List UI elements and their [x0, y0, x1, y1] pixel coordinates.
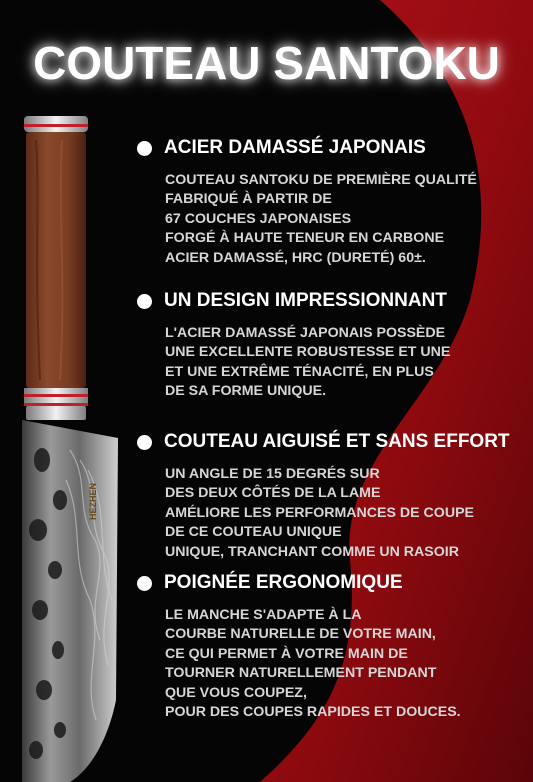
feature-line: CE QUI PERMET À VOTRE MAIN DE	[165, 645, 408, 662]
feature-line: COURBE NATURELLE DE VOTRE MAIN,	[165, 626, 436, 643]
feature-heading	[137, 572, 527, 594]
feature-line: FABRIQUÉ À PARTIR DE	[165, 191, 332, 208]
feature-body	[137, 606, 527, 722]
feature-line: FORGÉ À HAUTE TENEUR EN CARBONE	[165, 230, 445, 247]
feature-heading-text: UN DESIGN IMPRESSIONNANT	[164, 290, 447, 311]
feature-heading-text: ACIER DAMASSÉ JAPONAIS	[164, 137, 426, 158]
feature-section-sharp	[137, 431, 527, 562]
feature-line: DES DEUX CÔTÉS DE LA LAME	[165, 485, 381, 502]
feature-section-steel	[137, 137, 527, 268]
feature-section-design	[137, 290, 527, 402]
feature-line: AMÉLIORE LES PERFORMANCES DE COUPE	[165, 504, 475, 521]
bullet-icon	[137, 576, 152, 591]
feature-heading-text: POIGNÉE ERGONOMIQUE	[164, 572, 403, 593]
feature-line: ACIER DAMASSÉ, HRC (DURETÉ) 60±.	[165, 249, 426, 266]
feature-line: COUTEAU SANTOKU DE PREMIÈRE QUALITÉ	[165, 172, 477, 188]
feature-line: UNE EXCELLENTE ROBUSTESSE ET UNE	[165, 344, 451, 361]
bullet-icon	[137, 294, 152, 309]
feature-heading	[137, 137, 527, 159]
feature-line: ET UNE EXTRÊME TÉNACITÉ, EN PLUS	[165, 363, 434, 380]
feature-line: 67 COUCHES JAPONAISES	[165, 210, 352, 227]
feature-body	[137, 324, 527, 402]
feature-line: DE CE COUTEAU UNIQUE	[165, 524, 342, 541]
feature-line: DE SA FORME UNIQUE.	[165, 383, 327, 400]
feature-heading	[137, 290, 527, 312]
feature-body	[137, 465, 527, 562]
feature-line: POUR DES COUPES RAPIDES ET DOUCES.	[165, 704, 461, 721]
feature-line: QUE VOUS COUPEZ,	[165, 684, 307, 701]
feature-line: UNIQUE, TRANCHANT COMME UN RASOIR	[165, 543, 459, 560]
feature-body	[137, 171, 527, 268]
feature-heading	[137, 431, 527, 453]
blade-logo-text: HEZHEN	[88, 482, 98, 520]
feature-line: L'ACIER DAMASSÉ JAPONAIS POSSÈDE	[165, 325, 446, 341]
bullet-icon	[137, 141, 152, 156]
feature-heading-text: COUTEAU AIGUISÉ ET SANS EFFORT	[164, 431, 510, 452]
page-title: COUTEAU SANTOKU	[33, 37, 500, 89]
feature-line: UN ANGLE DE 15 DEGRÉS SUR	[165, 466, 380, 482]
feature-section-handle	[137, 572, 527, 722]
bullet-icon	[137, 435, 152, 450]
feature-line: LE MANCHE S'ADAPTE À LA	[165, 607, 362, 623]
feature-line: TOURNER NATURELLEMENT PENDANT	[165, 665, 437, 682]
